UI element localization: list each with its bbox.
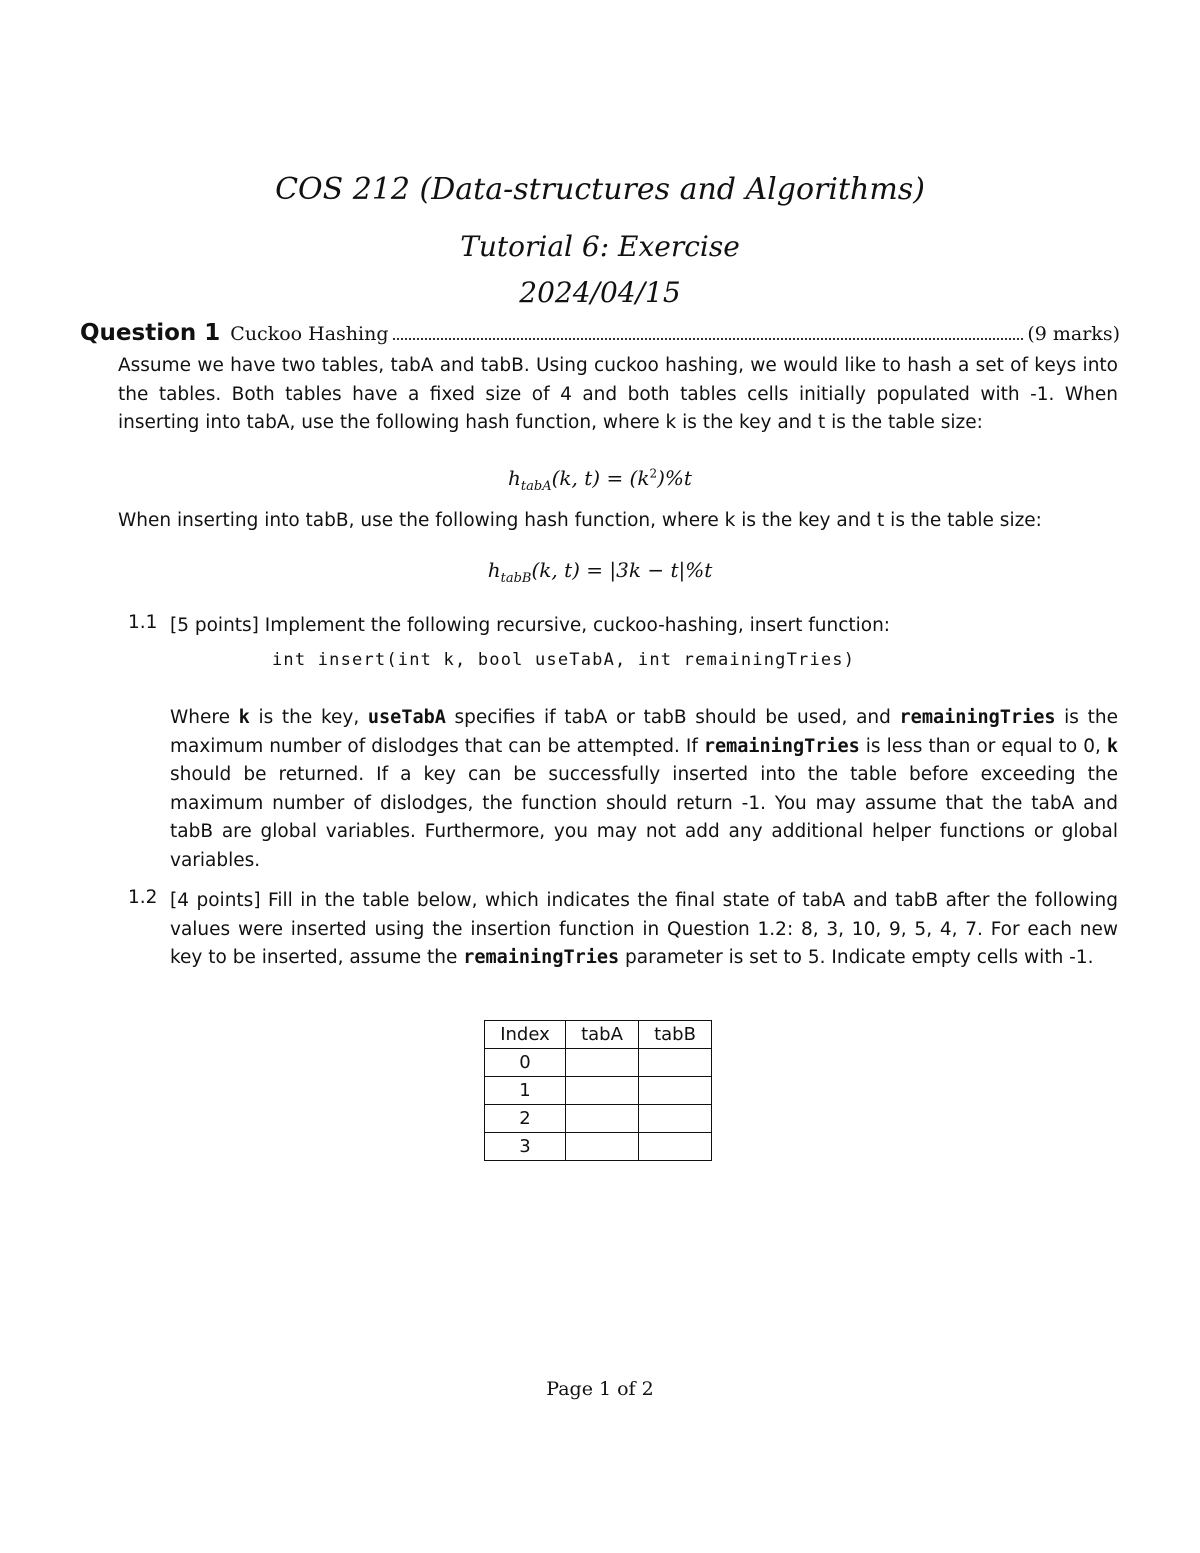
detail-text: specifies if tabA or tabB should be used, and <box>445 707 900 728</box>
item-2-text-part: [4 points] Fill in the table below, which indicates the final state of tabA and tabB after the following values were inserted using the insertion function in Question 1.2: 8, 3, 10, 9, 5, 4, 7. For each new key to be inserted, assume the <box>170 890 1118 969</box>
table-row <box>485 1133 712 1161</box>
formula-a-rhs: )%t <box>657 466 692 490</box>
formula-b-rest: (k, t) = |3k − t|%t <box>531 558 713 582</box>
table-row <box>485 1077 712 1105</box>
formula-a-h: h <box>508 466 521 490</box>
table-header-row <box>485 1021 712 1049</box>
table-row <box>485 1105 712 1133</box>
detail-text: is the key, <box>249 707 368 728</box>
item-2-number: 1.2 <box>128 887 158 908</box>
function-signature: int insert(int k, bool useTabA, int remainingTries) <box>272 650 856 670</box>
formula-a-sup: 2 <box>649 466 658 481</box>
code-remainingtries: remainingTries <box>463 947 620 969</box>
table-header-index: Index <box>485 1021 566 1049</box>
tutorial-date: 2024/04/15 <box>519 276 681 309</box>
table-cell-index: 3 <box>485 1133 566 1161</box>
question-marks: (9 marks) <box>1027 323 1120 345</box>
code-k: k <box>238 707 250 728</box>
formula-b-h: h <box>487 558 501 582</box>
detail-text: is less than or equal to 0, <box>859 735 1107 757</box>
dot-leader <box>393 338 1024 340</box>
question-title: Cuckoo Hashing <box>230 323 389 345</box>
question-label: Question 1 <box>80 320 221 346</box>
table-header-tabb: tabB <box>639 1021 712 1049</box>
item-2-text-part: parameter is set to 5. Indicate empty cells with -1. <box>619 947 1094 969</box>
question-intro: Assume we have two tables, tabA and tabB. Using cuckoo hashing, we would like to hash a set of keys into the tables. Both tables have a fixed size of 4 and both tables cells initially populated with -1. When inserting into tabA, use the following hash function, where k is the key and t is the table size: <box>118 355 1118 434</box>
detail-text: should be returned. If a key can be successfully inserted into the table before exceeding the maximum number of dislodges, the function should return -1. You may assume that the tabA and tabB are global variables. Furthermore, you may not add any additional helper functions or global variables. <box>170 764 1118 871</box>
detail-text: Where <box>170 707 239 728</box>
tutorial-title: Tutorial 6: Exercise <box>460 230 740 263</box>
code-remainingtries: remainingTries <box>899 707 1056 728</box>
table-cell-tabb[interactable] <box>639 1077 712 1105</box>
table-cell-tabb[interactable] <box>639 1133 712 1161</box>
table-cell-tabb[interactable] <box>639 1105 712 1133</box>
code-k: k <box>1106 735 1119 757</box>
item-1-detail <box>170 704 1118 876</box>
table-cell-taba[interactable] <box>566 1105 639 1133</box>
formula-b-sub: tabB <box>500 571 532 586</box>
formula-a-sub: tabA <box>520 479 552 494</box>
item-1-number: 1.1 <box>128 612 158 633</box>
item-1-text: [5 points] Implement the following recursive, cuckoo-hashing, insert function: <box>170 615 891 636</box>
table-cell-index: 2 <box>485 1105 566 1133</box>
tabb-sentence: When inserting into tabB, use the following hash function, where k is the key and t is the table size: <box>118 510 1042 531</box>
hash-formula-tabb <box>0 558 1200 586</box>
question-heading <box>80 320 1120 354</box>
course-title: COS 212 (Data-structures and Algorithms) <box>275 172 925 207</box>
hash-state-table <box>484 1020 712 1161</box>
code-usetaba: useTabA <box>367 707 446 728</box>
table-cell-taba[interactable] <box>566 1133 639 1161</box>
table-header-taba: tabA <box>566 1021 639 1049</box>
page-footer: Page 1 of 2 <box>546 1378 654 1400</box>
table-cell-taba[interactable] <box>566 1077 639 1105</box>
table-cell-index: 0 <box>485 1049 566 1077</box>
formula-a-args: (k, t) = (k <box>551 466 650 490</box>
item-2-text <box>170 887 1118 973</box>
table-row <box>485 1049 712 1077</box>
table-cell-index: 1 <box>485 1077 566 1105</box>
table-cell-taba[interactable] <box>566 1049 639 1077</box>
code-remainingtries: remainingTries <box>703 735 860 757</box>
detail-text: is the maximum number of dislodges that can be attempted. If <box>170 707 1118 757</box>
hash-formula-taba <box>0 466 1200 494</box>
table-cell-tabb[interactable] <box>639 1049 712 1077</box>
